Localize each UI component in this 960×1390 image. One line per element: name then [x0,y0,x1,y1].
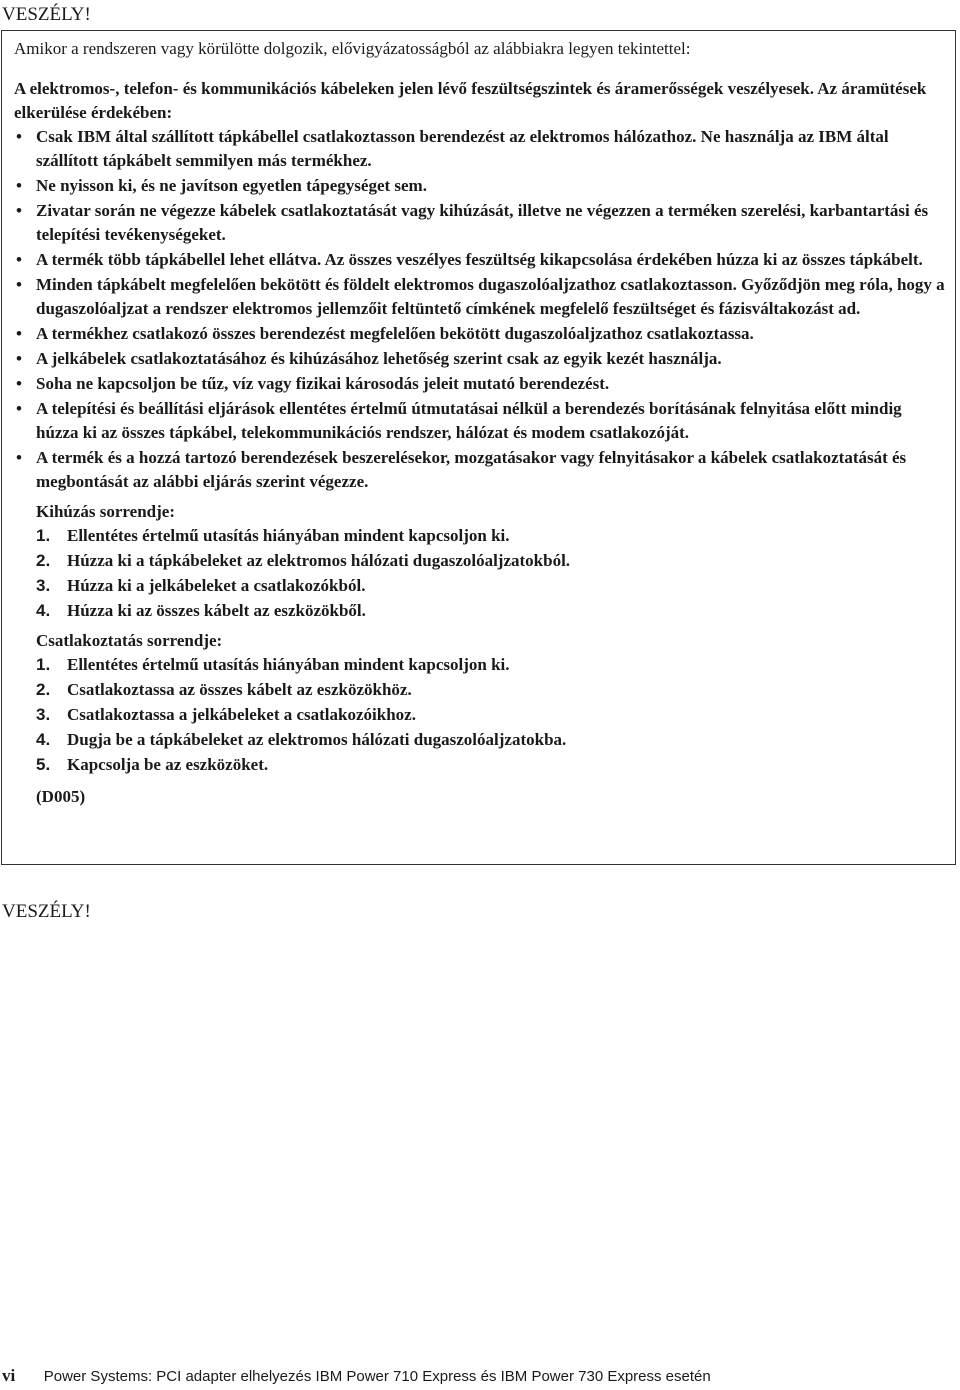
page-footer [2,1366,942,1386]
safety-bullet-list [14,125,945,494]
bullet-icon: • [16,374,22,393]
disconnect-sequence-title: Kihúzás sorrendje: [36,502,175,521]
disconnect-sequence [36,500,945,623]
bullet-item: • A termék több tápkábellel lehet ellátva. Az összes veszélyes feszültség kikapcsolása érdekében húzza ki az összes tápkábelt. [14,248,945,272]
notice-intro: Amikor a rendszeren vagy körülötte dolgozik, elővigyázatosságból az alábbiakra legyen tekintettel: [14,39,691,58]
step-item: 1. Ellentétes értelmű utasítás hiányában mindent kapcsoljon ki. [36,655,510,674]
bullet-icon: • [16,275,22,294]
step-item: 5. Kapcsolja be az eszközöket. [36,755,269,774]
bullet-item: • A telepítési és beállítási eljárások ellentétes értelmű útmutatásai nélkül a berendezés borításának felnyitása előtt mindig húzza ki az összes tápkábel, telekommunikációs rendszer, hálózat és modem csatlakozóját. [16,399,902,442]
step-item: 2. Húzza ki a tápkábeleket az elektromos hálózati dugaszolóaljzatokból. [36,551,571,570]
notice-code: (D005) [36,787,86,806]
bullet-icon: • [16,176,22,195]
bullet-item: • Soha ne kapcsoljon be tűz, víz vagy fizikai károsodás jeleit mutató berendezést. [14,372,945,396]
bullet-icon: • [16,399,22,418]
bullet-icon: • [16,349,22,368]
connect-steps [36,653,945,777]
step-item: 3. Csatlakoztassa a jelkábeleket a csatlakozóikhoz. [36,705,416,724]
step-item: 2. Csatlakoztassa az összes kábelt az eszközökhöz. [36,680,412,699]
footer-document-title: Power Systems: PCI adapter elhelyezés IBM Power 710 Express és IBM Power 730 Express esetén [43,1368,711,1385]
bullet-item: • Csak IBM által szállított tápkábellel csatlakoztasson berendezést az elektromos hálózathoz. Ne használja az IBM által szállított tápkábelt semmilyen más termékhez. [16,127,889,170]
bullet-item: • A jelkábelek csatlakoztatásához és kihúzásához lehetőség szerint csak az egyik kezét használja. [14,347,945,371]
step-item: 1. Ellentétes értelmű utasítás hiányában mindent kapcsoljon ki. [36,526,510,545]
bullet-item: • A termék és a hozzá tartozó berendezések beszerelésekor, mozgatásakor vagy felnyitásakor a kábelek csatlakoztatását és megbontását az alábbi eljárás szerint végezze. [16,448,907,491]
voltage-warning: A elektromos-, telefon- és kommunikációs kábeleken jelen lévő feszültségszintek és áramerősségek veszélyesek. Az áramütések elkerülése érdekében: [14,79,927,122]
bullet-icon: • [16,250,22,269]
disconnect-steps [36,524,945,623]
bullet-item: • A termékhez csatlakozó összes berendezést megfelelően bekötött dugaszolóaljzathoz csatlakoztassa. [14,322,945,346]
bullet-item: • Zivatar során ne végezze kábelek csatlakoztatását vagy kihúzását, illetve ne végezzen a terméken szerelési, karbantartási és telepítési tevékenységeket. [16,201,929,244]
page-number: vi [2,1366,16,1385]
bullet-item: • Ne nyisson ki, és ne javítson egyetlen tápegységet sem. [14,174,945,198]
bullet-item: • Minden tápkábelt megfelelően bekötött és földelt elektromos dugaszolóaljzathoz csatlakoztasson. Győződjön meg róla, hogy a dugaszolóaljzat a rendszer elektromos jellemzőit feltüntető címkének megfelelő feszültséget és fázisváltakozást ad. [16,275,945,318]
danger-heading-second: VESZÉLY! [2,901,91,922]
bullet-icon: • [16,201,22,220]
danger-notice-box [1,30,956,865]
bullet-icon: • [16,324,22,343]
step-item: 4. Dugja be a tápkábeleket az elektromos hálózati dugaszolóaljzatokba. [36,730,567,749]
step-item: 4. Húzza ki az összes kábelt az eszközökből. [36,601,366,620]
danger-heading: VESZÉLY! [2,4,91,25]
step-item: 3. Húzza ki a jelkábeleket a csatlakozókból. [36,576,366,595]
bullet-icon: • [16,448,22,467]
connect-sequence [36,629,945,777]
connect-sequence-title: Csatlakoztatás sorrendje: [36,631,223,650]
bullet-icon: • [16,127,22,146]
